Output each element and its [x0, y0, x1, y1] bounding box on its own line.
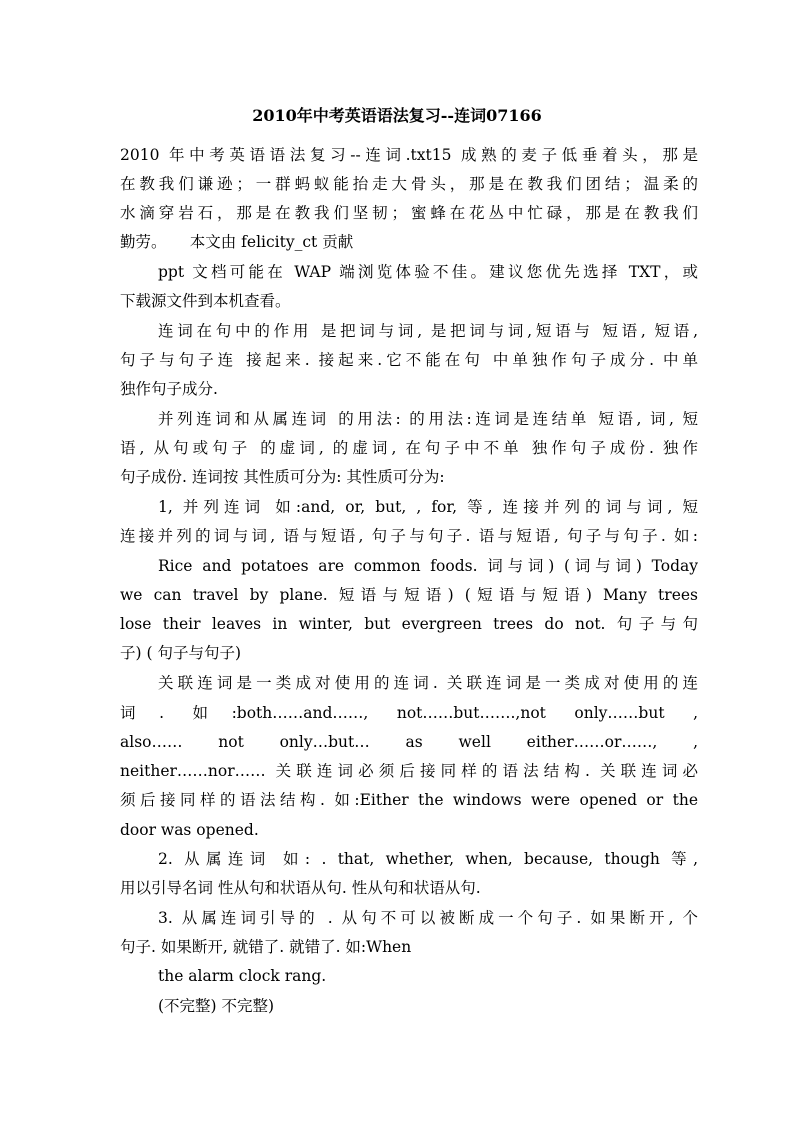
document-title: 2010年中考英语语法复习--连词07166: [252, 106, 542, 125]
text-line: 语, 从句或句子 的虚词, 的虚词, 在句子中不单 独作句子成份. 独作: [120, 439, 698, 457]
text-line: 词. 如:both……and……, not……but…….,not only……but ,: [120, 704, 698, 722]
text-line: 独作句子成分.: [120, 380, 218, 398]
text-line: 下载源文件到本机查看。: [120, 292, 291, 310]
text-line: 关联连词是一类成对使用的连词. 关联连词是一类成对使用的连: [158, 674, 698, 692]
text-line: ppt 文档可能在 WAP 端浏览体验不佳。建议您优先选择 TXT，或: [158, 263, 698, 281]
text-line: 连接并列的词与词, 语与短语, 句子与句子. 语与短语, 句子与句子. 如:: [120, 527, 698, 545]
text-line: 用以引导名词 性从句和状语从句. 性从句和状语从句.: [120, 879, 481, 897]
text-line: door was opened.: [120, 821, 259, 839]
text-line: we can travel by plane. 短语与短语) (短语与短语) Many trees: [120, 586, 698, 604]
text-line: 2010 年中考英语语法复习--连词.txt15 成熟的麦子低垂着头，那是: [120, 146, 698, 164]
text-line: neither……nor…… 关联连词必须后接同样的语法结构. 关联连词必: [120, 762, 698, 780]
text-line: Rice and potatoes are common foods. 词与词) (词与词) Today: [158, 557, 698, 575]
text-line: (不完整) 不完整): [158, 997, 275, 1015]
text-line: 并列连词和从属连词 的用法: 的用法:连词是连结单 短语, 词, 短: [158, 410, 698, 428]
text-line: 句子与句子连 接起来. 接起来.它不能在句 中单独作句子成分. 中单: [120, 351, 698, 369]
text-line: 勤劳。 本文由 felicity_ct 贡献: [120, 233, 354, 251]
text-line: 连词在句中的作用 是把词与词, 是把词与词,短语与 短语, 短语,: [158, 322, 698, 340]
text-line: 句子成份. 连词按 其性质可分为: 其性质可分为:: [120, 468, 445, 486]
text-line: 句子. 如果断开, 就错了. 就错了. 如:When: [120, 938, 412, 956]
text-line: the alarm clock rang.: [158, 967, 327, 985]
text-line: 在教我们谦逊；一群蚂蚁能抬走大骨头，那是在教我们团结；温柔的: [120, 175, 698, 193]
text-line: 1, 并列连词 如:and, or, but, , for, 等, 连接并列的词与词, 短: [158, 498, 698, 516]
text-line: also…… not only…but… as well either……or……, ,: [120, 733, 698, 751]
text-line: lose their leaves in winter, but evergreen trees do not. 句子与句: [120, 615, 698, 633]
text-line: 须后接同样的语法结构. 如:Either the windows were opened or the: [120, 791, 698, 809]
text-line: 2. 从属连词 如: . that, whether, when, because, though 等,: [158, 850, 698, 868]
text-line: 子) ( 句子与句子): [120, 644, 241, 662]
text-line: 水滴穿岩石，那是在教我们坚韧；蜜蜂在花丛中忙碌，那是在教我们: [120, 204, 698, 222]
text-line: 3. 从属连词引导的 . 从句不可以被断成一个句子. 如果断开, 个: [158, 909, 698, 927]
